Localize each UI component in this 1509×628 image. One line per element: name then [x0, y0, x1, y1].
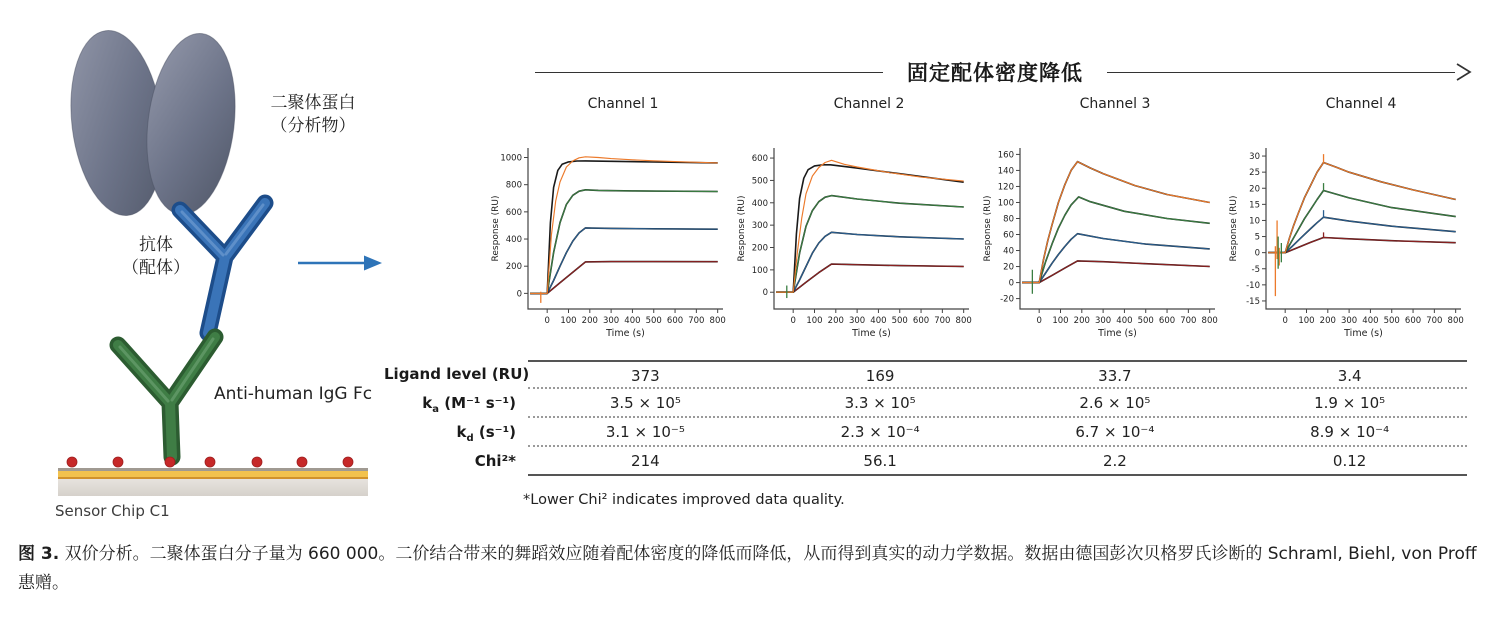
fit-curve-mid-concentration	[776, 196, 964, 293]
svg-text:800: 800	[955, 316, 972, 326]
svg-text:Response (RU): Response (RU)	[491, 195, 501, 262]
svg-text:100: 100	[1298, 316, 1315, 326]
arrowhead-icon	[1453, 61, 1473, 83]
svg-text:400: 400	[1116, 316, 1133, 326]
fit-curve-highest-concentration	[547, 161, 718, 294]
svg-text:60: 60	[1003, 230, 1014, 241]
chart-channel-2	[733, 96, 979, 346]
red-dot	[252, 457, 262, 467]
svg-text:600: 600	[1158, 316, 1176, 326]
data-curve-highest-concentration	[1022, 162, 1210, 283]
chart-channel-3	[979, 96, 1225, 346]
svg-text:100: 100	[997, 198, 1014, 209]
svg-text:0: 0	[1036, 316, 1042, 326]
sensorgram-plot	[1225, 122, 1471, 346]
chart-channel-1	[487, 96, 733, 346]
data-curve-mid-concentration	[530, 190, 718, 294]
svg-text:300: 300	[751, 221, 768, 232]
svg-text:0: 0	[544, 316, 550, 326]
data-curve-highest-concentration	[530, 157, 718, 294]
data-curve-lowest-concentration	[1268, 238, 1456, 253]
data-curve-lowest-concentration	[776, 264, 964, 292]
table-row-chi2	[384, 447, 1467, 476]
svg-text:600: 600	[666, 316, 684, 326]
svg-text:500: 500	[645, 316, 662, 326]
table-cell: 2.6 × 10⁵	[1079, 394, 1151, 412]
svg-text:10: 10	[1249, 216, 1260, 227]
svg-text:500: 500	[751, 176, 768, 187]
arrow-line-left	[535, 72, 883, 73]
chart-title: Channel 3	[1079, 96, 1151, 112]
svg-text:Response (RU): Response (RU)	[983, 195, 993, 262]
red-dot	[113, 457, 123, 467]
svg-text:0: 0	[516, 289, 522, 300]
sensor-chip-illustration	[30, 5, 400, 505]
sensorgram-plot	[487, 122, 733, 346]
fit-curve-mid-concentration	[530, 190, 718, 294]
svg-text:100: 100	[751, 265, 768, 276]
chart-channel-4	[1225, 96, 1471, 346]
svg-text:200: 200	[1073, 316, 1090, 326]
table-row-ligand-level	[384, 360, 1467, 389]
chip-surface	[58, 468, 368, 496]
svg-text:600: 600	[1404, 316, 1422, 326]
right-arrow-icon	[298, 256, 382, 271]
svg-text:200: 200	[505, 262, 522, 273]
svg-text:-5: -5	[1251, 264, 1260, 275]
svg-text:800: 800	[1201, 316, 1218, 326]
table-row-kd	[384, 418, 1467, 447]
svg-text:Response (RU): Response (RU)	[1229, 195, 1239, 262]
red-dot	[343, 457, 353, 467]
red-dot	[165, 457, 175, 467]
data-curve-lowest-concentration	[1022, 261, 1210, 283]
svg-text:400: 400	[1362, 316, 1379, 326]
svg-text:0: 0	[1254, 248, 1260, 259]
sensorgram-plot	[733, 122, 979, 346]
row-label: Ligand level (RU)	[384, 365, 530, 383]
svg-text:300: 300	[848, 316, 866, 326]
svg-text:25: 25	[1249, 168, 1260, 179]
svg-text:40: 40	[1003, 246, 1014, 257]
svg-text:-10: -10	[1246, 280, 1260, 291]
svg-text:200: 200	[581, 316, 598, 326]
fit-curve-highest-concentration	[1022, 162, 1210, 283]
data-curve-lowest-concentration	[530, 262, 718, 294]
table-cell: 3.4	[1337, 367, 1362, 385]
table-cell: 1.9 × 10⁵	[1314, 394, 1386, 412]
svg-text:0: 0	[1008, 278, 1014, 289]
data-curve-low-concentration	[1022, 234, 1210, 283]
svg-text:500: 500	[1383, 316, 1400, 326]
sensor-chip-label: Sensor Chip C1	[55, 502, 170, 520]
fit-curve-lowest-concentration	[776, 264, 964, 292]
row-label: Chi²*	[474, 452, 516, 470]
row-label: $k_d$ (s⁻¹)	[456, 423, 516, 444]
svg-text:100: 100	[1052, 316, 1069, 326]
ligand-antibody-label: 抗体 （配体）	[122, 235, 190, 278]
svg-text:400: 400	[751, 198, 768, 209]
svg-text:Time (s): Time (s)	[606, 328, 645, 339]
fit-curve-low-concentration	[1022, 234, 1210, 283]
table-cell: 2.3 × 10⁻⁴	[840, 423, 920, 441]
svg-text:300: 300	[1094, 316, 1112, 326]
arrow-line-right	[1107, 72, 1455, 73]
svg-text:0: 0	[762, 288, 768, 299]
table-cell: 0.12	[1332, 452, 1367, 470]
svg-text:200: 200	[827, 316, 844, 326]
table-cell: 8.9 × 10⁻⁴	[1310, 423, 1390, 441]
sensorgram-charts-row	[487, 96, 1471, 346]
table-cell: 3.1 × 10⁻⁵	[605, 423, 685, 441]
svg-text:600: 600	[751, 154, 768, 165]
chart-title: Channel 4	[1325, 96, 1397, 112]
table-cell: 3.3 × 10⁵	[844, 394, 916, 412]
table-cell: 6.7 × 10⁻⁴	[1075, 423, 1155, 441]
row-label: $k_a$ (M⁻¹ s⁻¹)	[422, 394, 516, 415]
svg-text:400: 400	[870, 316, 887, 326]
svg-text:-15: -15	[1246, 296, 1260, 307]
svg-text:80: 80	[1003, 214, 1014, 225]
svg-text:-20: -20	[1000, 294, 1014, 305]
svg-text:Response (RU): Response (RU)	[737, 195, 747, 262]
chart-title: Channel 1	[587, 96, 659, 112]
sensorgram-svg	[979, 122, 1225, 342]
figure-caption-text: 双价分析。二聚体蛋白分子量为 660 000。二价结合带来的舞蹈效应随着配体密度的降低而降低，从而得到真实的动力学数据。数据由德国彭次贝格罗氏诊断的 Schraml, Biehl, von Proff 惠赠。	[18, 544, 1477, 593]
svg-text:800: 800	[709, 316, 726, 326]
table-cell: 56.1	[863, 452, 897, 470]
data-curve-highest-concentration	[776, 160, 964, 292]
table-cell: 33.7	[1098, 367, 1132, 385]
table-cell: 169	[865, 367, 895, 385]
svg-text:800: 800	[505, 180, 522, 191]
svg-text:700: 700	[1426, 316, 1443, 326]
chart-title: Channel 2	[833, 96, 905, 112]
capture-dots	[67, 457, 353, 467]
svg-text:0: 0	[790, 316, 796, 326]
data-curve-mid-concentration	[776, 196, 964, 293]
capture-antibody-label: Anti-human IgG Fc	[214, 384, 373, 404]
svg-text:300: 300	[602, 316, 620, 326]
svg-text:20: 20	[1249, 184, 1260, 195]
svg-text:Time (s): Time (s)	[852, 328, 891, 339]
svg-text:200: 200	[1319, 316, 1336, 326]
sensorgram-svg	[487, 122, 733, 342]
svg-text:0: 0	[1282, 316, 1288, 326]
figure-caption-number: 图 3.	[18, 544, 60, 564]
svg-text:500: 500	[1137, 316, 1154, 326]
svg-text:15: 15	[1249, 200, 1260, 211]
fit-curve-lowest-concentration	[1022, 261, 1210, 283]
svg-text:800: 800	[1447, 316, 1464, 326]
capture-antibody-shape	[118, 337, 215, 457]
svg-text:160: 160	[997, 150, 1014, 161]
red-dot	[297, 457, 307, 467]
table-cell: 3.5 × 10⁵	[609, 394, 681, 412]
svg-text:100: 100	[806, 316, 823, 326]
svg-text:120: 120	[997, 182, 1014, 193]
table-footnote: *Lower Chi² indicates improved data quality.	[523, 492, 845, 508]
svg-text:30: 30	[1249, 152, 1260, 163]
svg-text:Time (s): Time (s)	[1344, 328, 1383, 339]
sensorgram-svg	[733, 122, 979, 342]
svg-text:1000: 1000	[500, 153, 522, 164]
svg-text:600: 600	[912, 316, 930, 326]
table-cell: 2.2	[1102, 452, 1127, 470]
density-arrow-label: 固定配体密度降低	[907, 61, 1083, 85]
svg-text:200: 200	[751, 243, 768, 254]
sensorgram-plot	[979, 122, 1225, 346]
fit-curve-lowest-concentration	[530, 262, 718, 294]
kinetics-table	[384, 360, 1467, 476]
figure-caption	[18, 540, 1498, 598]
red-dot	[67, 457, 77, 467]
svg-text:400: 400	[505, 235, 522, 246]
svg-text:400: 400	[624, 316, 641, 326]
svg-text:700: 700	[688, 316, 705, 326]
svg-text:700: 700	[1180, 316, 1197, 326]
sensorgram-svg	[1225, 122, 1471, 342]
table-cell: 214	[631, 452, 660, 470]
svg-text:600: 600	[505, 207, 522, 218]
svg-text:5: 5	[1254, 232, 1260, 243]
svg-text:Time (s): Time (s)	[1098, 328, 1137, 339]
table-cell: 373	[631, 367, 660, 385]
red-dot	[205, 457, 215, 467]
svg-text:20: 20	[1003, 262, 1014, 273]
svg-text:500: 500	[891, 316, 908, 326]
analyte-label: 二聚体蛋白 （分析物）	[270, 93, 356, 136]
table-row-ka	[384, 389, 1467, 418]
ligand-density-arrow	[535, 54, 1473, 90]
svg-text:300: 300	[1340, 316, 1358, 326]
svg-text:140: 140	[997, 166, 1014, 177]
svg-text:100: 100	[560, 316, 577, 326]
svg-text:700: 700	[934, 316, 951, 326]
